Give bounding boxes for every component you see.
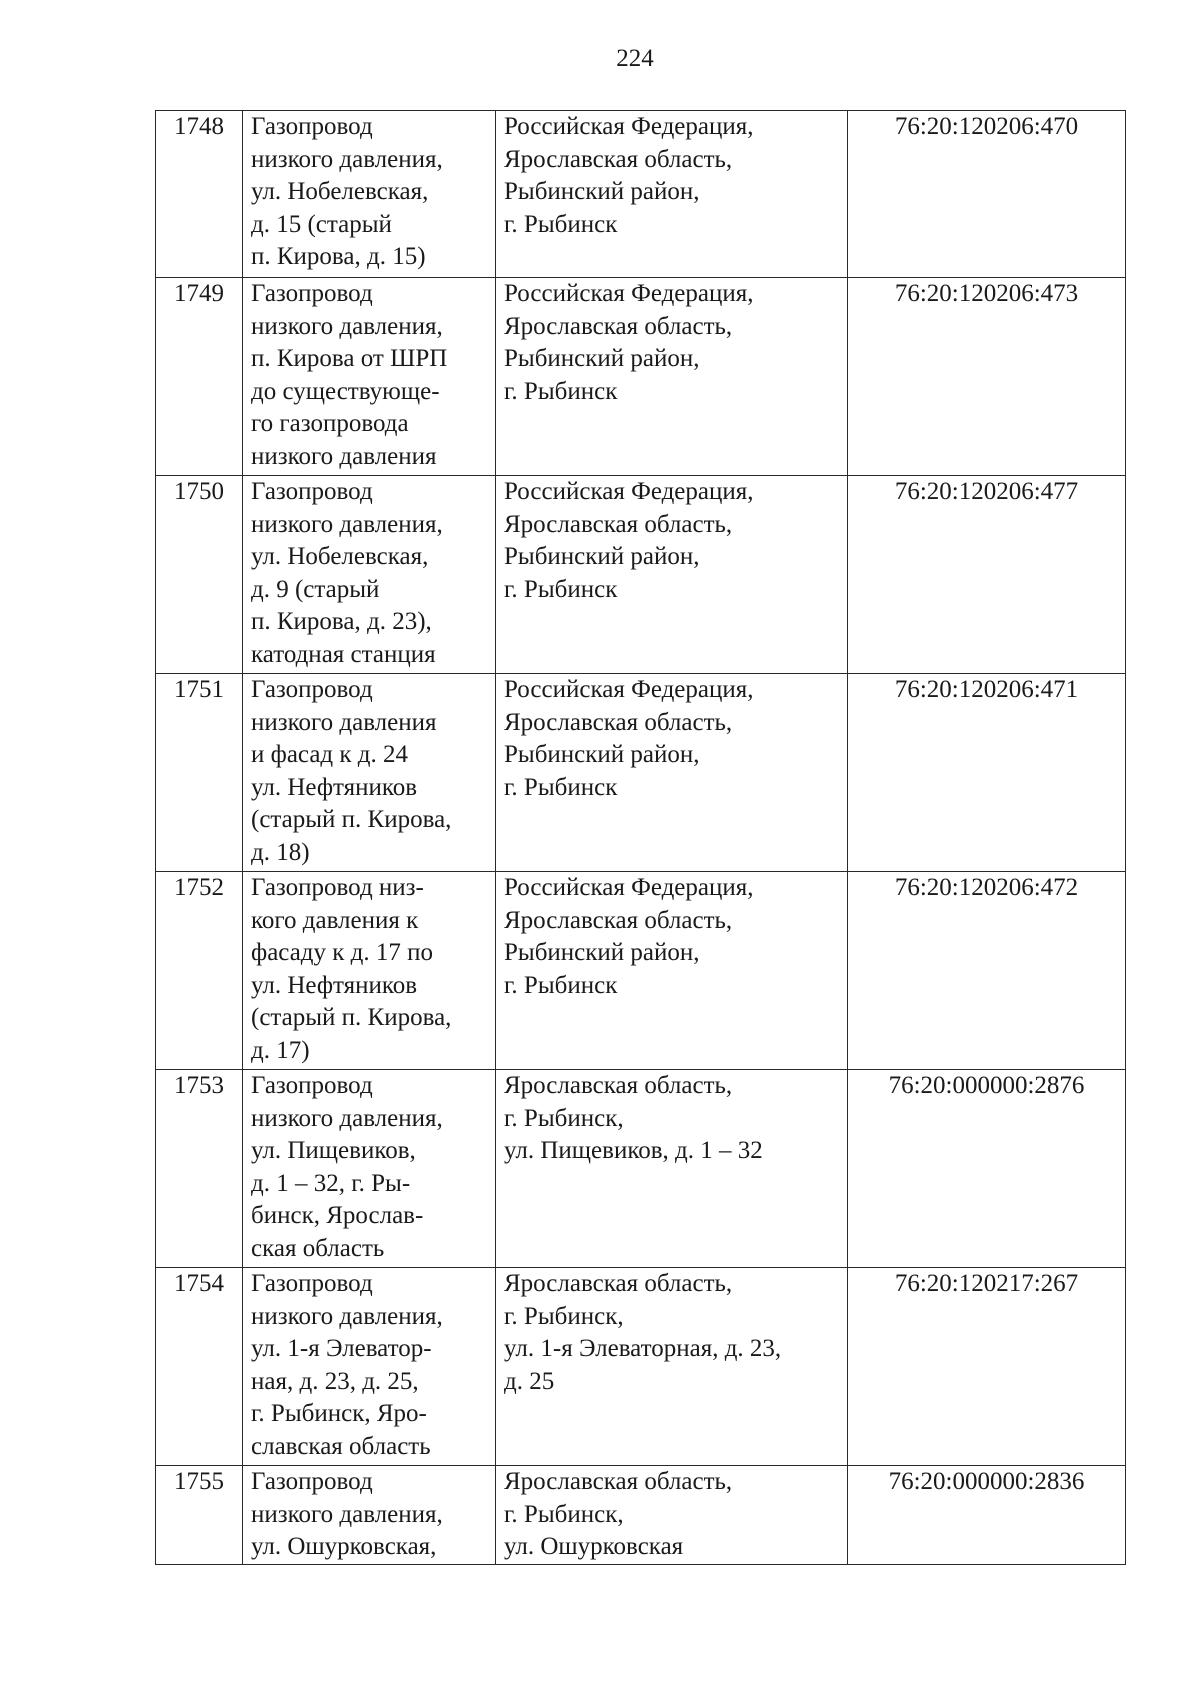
row-number: 1751	[156, 674, 243, 872]
table-row	[156, 1466, 1126, 1565]
cadastral-number: 76:20:120206:470	[848, 111, 1126, 278]
table-row	[156, 1268, 1126, 1466]
row-number: 1750	[156, 476, 243, 674]
cadastral-number: 76:20:120206:472	[848, 872, 1126, 1070]
cadastral-number: 76:20:120206:471	[848, 674, 1126, 872]
cadastral-number: 76:20:000000:2876	[848, 1070, 1126, 1268]
cadastral-number: 76:20:120206:477	[848, 476, 1126, 674]
table-row	[156, 872, 1126, 1070]
object-address: Российская Федерация, Ярославская область, Рыбинский район, г. Рыбинск	[496, 872, 848, 1070]
object-name: Газопровод низкого давления, п. Кирова от ШРП до существующе- го газопровода низкого давления	[243, 278, 496, 476]
object-name: Газопровод низкого давления, ул. 1-я Элеватор- ная, д. 23, д. 25, г. Рыбинск, Яро- славская область	[243, 1268, 496, 1466]
row-number: 1754	[156, 1268, 243, 1466]
row-number: 1752	[156, 872, 243, 1070]
row-number: 1749	[156, 278, 243, 476]
object-name: Газопровод низ- кого давления к фасаду к д. 17 по ул. Нефтяников (старый п. Кирова, д. 17)	[243, 872, 496, 1070]
page-number: 224	[616, 45, 654, 72]
row-number: 1748	[156, 111, 243, 278]
row-number: 1755	[156, 1466, 243, 1565]
row-number: 1753	[156, 1070, 243, 1268]
object-name: Газопровод низкого давления, ул. Нобелевская, д. 15 (старый п. Кирова, д. 15)	[243, 111, 496, 278]
object-address: Ярославская область, г. Рыбинск, ул. Ошурковская	[496, 1466, 848, 1565]
cadastral-number: 76:20:000000:2836	[848, 1466, 1126, 1565]
table-row	[156, 111, 1126, 278]
table-row	[156, 1070, 1126, 1268]
object-address: Российская Федерация, Ярославская область, Рыбинский район, г. Рыбинск	[496, 476, 848, 674]
table-row	[156, 674, 1126, 872]
object-name: Газопровод низкого давления, ул. Пищевиков, д. 1 – 32, г. Ры- бинск, Ярослав- ская область	[243, 1070, 496, 1268]
object-name: Газопровод низкого давления и фасад к д. 24 ул. Нефтяников (старый п. Кирова, д. 18)	[243, 674, 496, 872]
object-name: Газопровод низкого давления, ул. Нобелевская, д. 9 (старый п. Кирова, д. 23), катодная станция	[243, 476, 496, 674]
object-address: Ярославская область, г. Рыбинск, ул. 1-я Элеваторная, д. 23, д. 25	[496, 1268, 848, 1466]
registry-table	[155, 110, 1126, 1565]
object-address: Российская Федерация, Ярославская область, Рыбинский район, г. Рыбинск	[496, 111, 848, 278]
table-row	[156, 476, 1126, 674]
object-address: Российская Федерация, Ярославская область, Рыбинский район, г. Рыбинск	[496, 278, 848, 476]
object-address: Ярославская область, г. Рыбинск, ул. Пищевиков, д. 1 – 32	[496, 1070, 848, 1268]
cadastral-number: 76:20:120206:473	[848, 278, 1126, 476]
table-row	[156, 278, 1126, 476]
object-address: Российская Федерация, Ярославская область, Рыбинский район, г. Рыбинск	[496, 674, 848, 872]
cadastral-number: 76:20:120217:267	[848, 1268, 1126, 1466]
object-name: Газопровод низкого давления, ул. Ошурковская,	[243, 1466, 496, 1565]
